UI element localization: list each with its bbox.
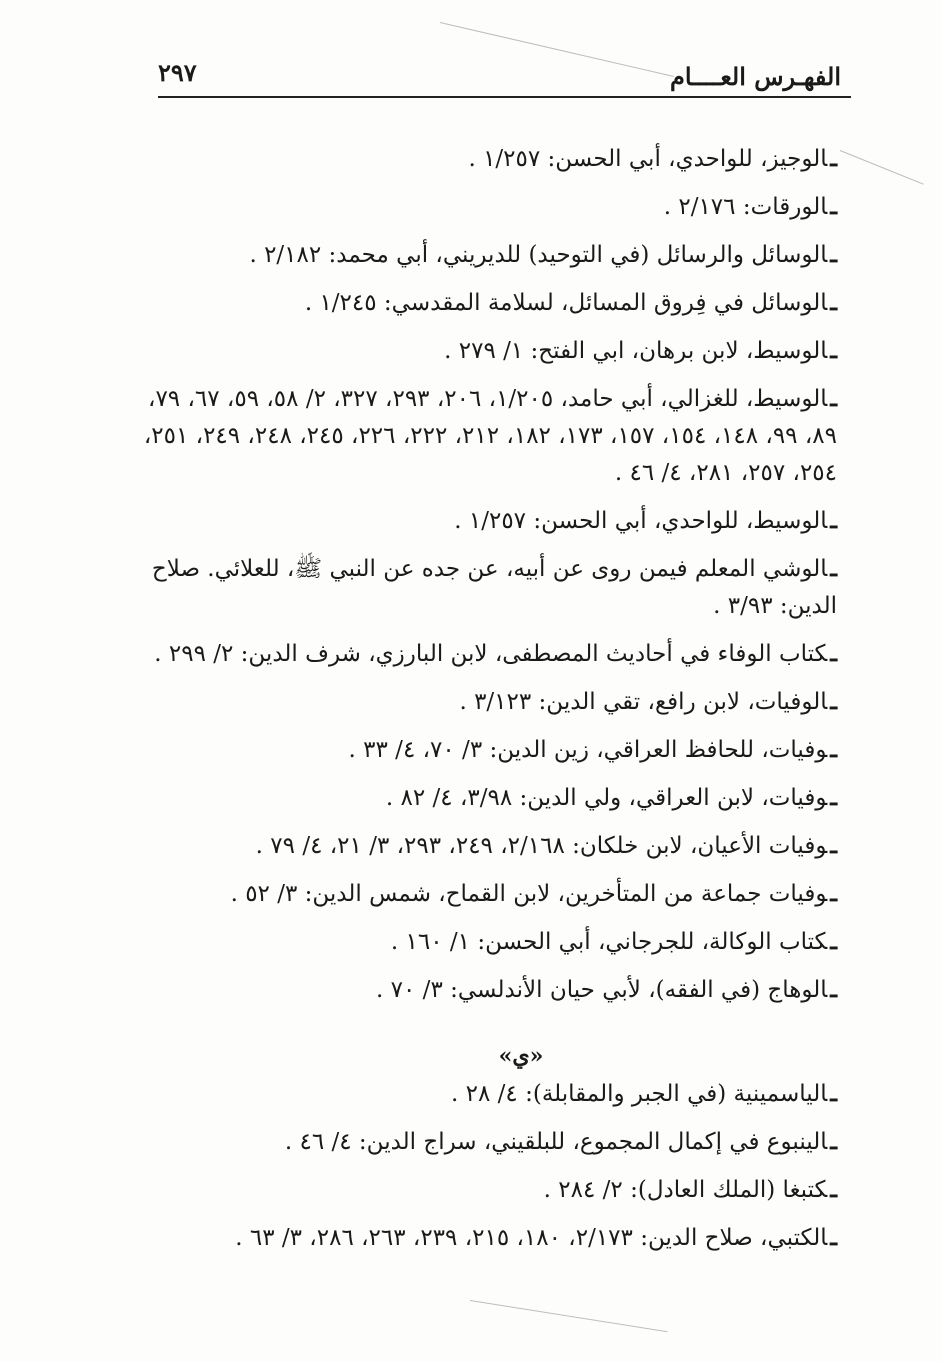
entry-text: الوسائل والرسائل (في التوحيد) للديريني، أبي محمد: ٢/١٨٢ .: [249, 242, 828, 268]
entry-text: الوهاج (في الفقه)، لأبي حيان الأندلسي: ٣/ ٧٠ .: [376, 977, 828, 1003]
entry-dash: ـ: [830, 555, 837, 582]
entries-group-1: [141, 140, 841, 1009]
index-entry: [141, 380, 841, 492]
entry-text: وفيات، لابن العراقي، ولي الدين: ٣/٩٨، ٤/ ٨٢ .: [385, 785, 828, 811]
index-entry: [141, 332, 841, 370]
entry-dash: ـ: [830, 241, 837, 268]
entry-dash: ـ: [830, 385, 837, 412]
index-entry: [141, 827, 841, 865]
index-entry: [141, 923, 841, 961]
entry-text: وفيات، للحافظ العراقي، زين الدين: ٣/ ٧٠، ٤/ ٣٣ .: [348, 737, 828, 763]
entry-text: الورقات: ٢/١٧٦ .: [663, 194, 828, 220]
index-entry: [141, 188, 841, 226]
index-entry: [141, 284, 841, 322]
entry-text: الوفيات، لابن رافع، تقي الدين: ٣/١٢٣ .: [459, 689, 828, 715]
entry-dash: ـ: [830, 688, 837, 715]
scan-artifact-line: [470, 1300, 668, 1332]
index-entry: [141, 1123, 841, 1161]
entry-text: الكتبي، صلاح الدين: ٢/١٧٣، ١٨٠، ٢١٥، ٢٣٩، ٢٦٣، ٢٨٦، ٣/ ٦٣ .: [235, 1225, 828, 1251]
entry-text: وفيات جماعة من المتأخرين، لابن القماح، شمس الدين: ٣/ ٥٢ .: [230, 881, 828, 907]
entry-dash: ـ: [830, 1224, 837, 1251]
index-entry: [141, 502, 841, 540]
entry-text: الوجيز، للواحدي، أبي الحسن: ١/٢٥٧ .: [468, 146, 828, 172]
index-entries: [141, 140, 841, 1267]
entry-text: الينبوع في إكمال المجموع، للبلقيني، سراج الدين: ٤/ ٤٦ .: [284, 1129, 828, 1155]
index-entry: [141, 550, 841, 625]
entry-text: الياسمينية (في الجبر والمقابلة): ٤/ ٢٨ .: [451, 1081, 828, 1107]
entry-text: الوشي المعلم فيمن روى عن أبيه، عن جده عن النبي ﷺ، للعلائي. صلاح الدين: ٣/٩٣ .: [151, 556, 837, 619]
page-number: ٢٩٧: [158, 58, 197, 87]
index-entry: [141, 731, 841, 769]
entry-dash: ـ: [830, 976, 837, 1003]
entry-text: كتاب الوفاء في أحاديث المصطفى، لابن البارزي، شرف الدين: ٢/ ٢٩٩ .: [154, 641, 828, 667]
entry-text: الوسيط، للغزالي، أبي حامد، ١/٢٠٥، ٢٠٦، ٢٩٣، ٣٢٧، ٢/ ٥٨، ٥٩، ٦٧، ٧٩، ٨٩، ٩٩، ١٤٨، ١٥٤، ١٥٧، ١٧٣، ١٨٢، ٢١٢، ٢٢٢، ٢٢٦، ٢٤٥، ٢٤٨، ٢٤٩، ٢٥١، ٢٥٤، ٢٥٧، ٢٨١، ٤/ ٤٦ .: [143, 386, 837, 486]
entries-group-2: [141, 1075, 841, 1257]
entry-text: وفيات الأعيان، لابن خلكان: ٢/١٦٨، ٢٤٩، ٢٩٣، ٣/ ٢١، ٤/ ٧٩ .: [255, 833, 828, 859]
entry-dash: ـ: [830, 1176, 837, 1203]
entry-text: الوسيط، لابن برهان، ابي الفتح: ١/ ٢٧٩ .: [444, 338, 828, 364]
entry-dash: ـ: [830, 507, 837, 534]
entry-text: الوسائل في فِروق المسائل، لسلامة المقدسي: ١/٢٤٥ .: [304, 290, 828, 316]
entry-text: كتبغا (الملك العادل): ٢/ ٢٨٤ .: [543, 1177, 828, 1203]
index-entry: [141, 779, 841, 817]
entry-dash: ـ: [830, 832, 837, 859]
entry-dash: ـ: [830, 1128, 837, 1155]
section-letter-heading: «ي»: [498, 1043, 544, 1069]
index-entry: [141, 635, 841, 673]
entry-dash: ـ: [830, 193, 837, 220]
index-entry: [141, 683, 841, 721]
header-rule: [158, 96, 851, 98]
index-entry: [141, 140, 841, 178]
index-entry: [141, 1171, 841, 1209]
entry-dash: ـ: [830, 928, 837, 955]
scan-artifact-line: [840, 150, 924, 185]
index-entry: [141, 875, 841, 913]
entry-text: الوسيط، للواحدي، أبي الحسن: ١/٢٥٧ .: [454, 508, 828, 534]
entry-dash: ـ: [830, 337, 837, 364]
running-header: الفهـرس العــــام: [670, 62, 841, 91]
entry-dash: ـ: [830, 640, 837, 667]
entry-dash: ـ: [830, 736, 837, 763]
scan-artifact-line: [440, 22, 674, 77]
entry-dash: ـ: [830, 1080, 837, 1107]
entry-dash: ـ: [830, 880, 837, 907]
index-entry: [141, 1219, 841, 1257]
index-entry: [141, 971, 841, 1009]
entry-text: كتاب الوكالة، للجرجاني، أبي الحسن: ١/ ١٦٠ .: [390, 929, 828, 955]
index-entry: [141, 1075, 841, 1113]
entry-dash: ـ: [830, 145, 837, 172]
entry-dash: ـ: [830, 784, 837, 811]
entry-dash: ـ: [830, 289, 837, 316]
index-entry: [141, 236, 841, 274]
